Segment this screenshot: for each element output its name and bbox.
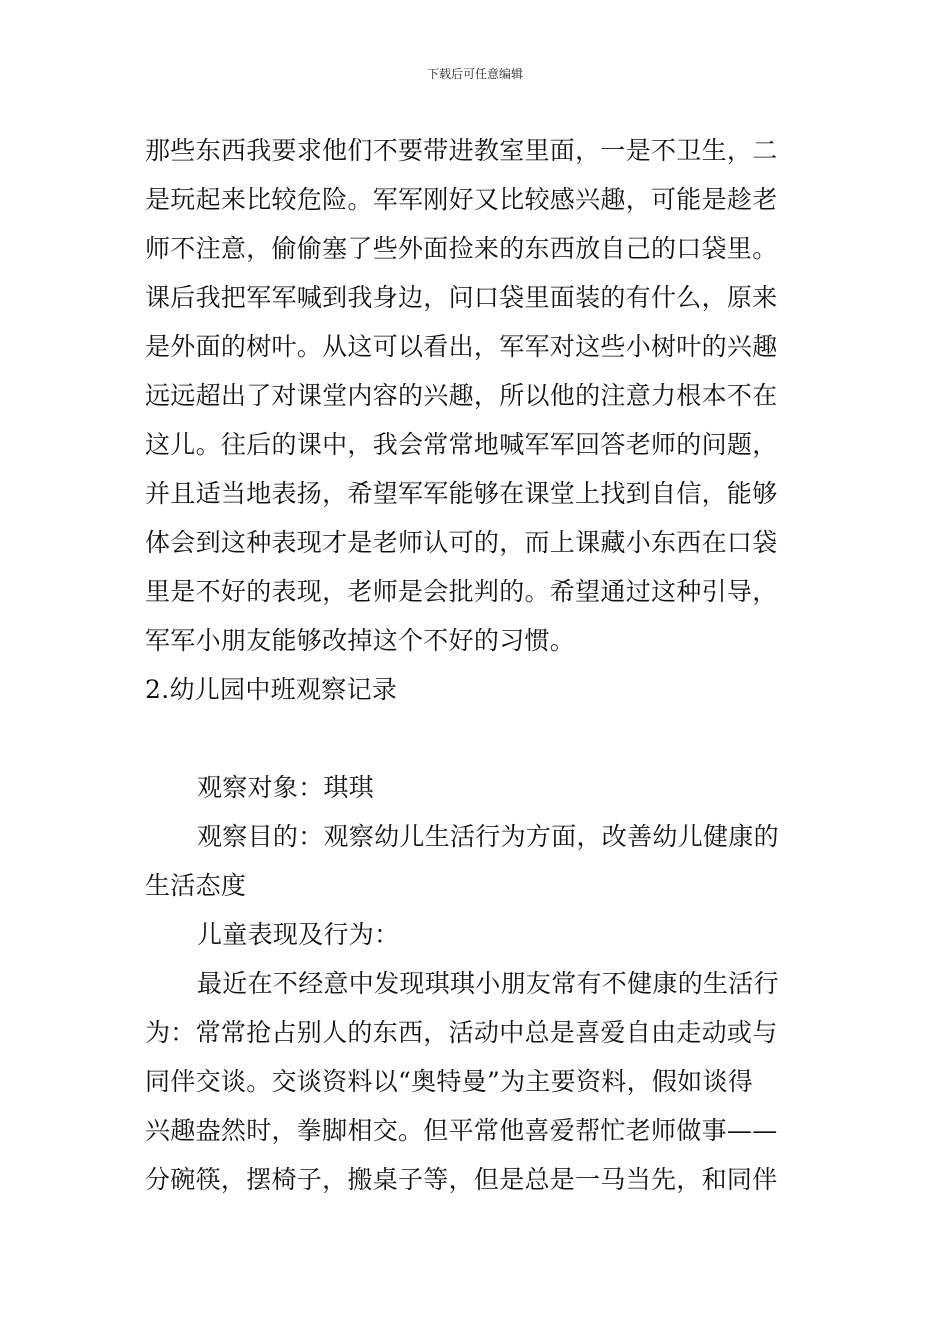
child-behavior-label: 儿童表现及行为：: [197, 920, 400, 949]
paragraph-line: 为：常常抢占别人的东西，活动中总是喜爱自由走动或与: [145, 1018, 778, 1047]
paragraph-line: 分碗筷，摆椅子，搬桌子等，但是总是一马当先，和同伴: [145, 1165, 778, 1194]
paragraph-line: 兴趣盎然时，拳脚相交。但平常他喜爱帮忙老师做事——: [145, 1116, 778, 1145]
paragraph-line: 体会到这种表现才是老师认可的，而上课藏小东西在口袋: [145, 528, 778, 557]
observation-purpose: 观察目的：观察幼儿生活行为方面，改善幼儿健康的: [197, 822, 779, 851]
observation-subject: 观察对象：琪琪: [197, 773, 375, 802]
paragraph-line: 远远超出了对课堂内容的兴趣，所以他的注意力根本不在: [145, 381, 778, 410]
paragraph-line: 师不注意，偷偷塞了些外面捡来的东西放自己的口袋里。: [145, 234, 778, 263]
paragraph-line: 同伴交谈。交谈资料以“奥特曼”为主要资料，假如谈得: [145, 1067, 754, 1096]
page-header: 下载后可任意编辑: [426, 67, 523, 81]
blank-line: [145, 714, 811, 763]
paragraph-line: 最近在不经意中发现琪琪小朋友常有不健康的生活行: [197, 969, 779, 998]
paragraph-line: 是玩起来比较危险。军军刚好又比较感兴趣，可能是趁老: [145, 185, 778, 214]
section-heading: 2.幼儿园中班观察记录: [145, 675, 398, 704]
paragraph-line: 这儿。往后的课中，我会常常地喊军军回答老师的问题，: [145, 430, 778, 459]
paragraph-line: 并且适当地表扬，希望军军能够在课堂上找到自信，能够: [145, 479, 778, 508]
paragraph-line: 是外面的树叶。从这可以看出，军军对这些小树叶的兴趣: [145, 332, 778, 361]
paragraph-line: 那些东西我要求他们不要带进教室里面，一是不卫生，二: [145, 136, 778, 165]
paragraph-line: 课后我把军军喊到我身边，问口袋里面装的有什么，原来: [145, 283, 778, 312]
paragraph-line: 生活态度: [145, 871, 247, 900]
paragraph-line: 里是不好的表现，老师是会批判的。希望通过这种引导，: [145, 577, 778, 606]
paragraph-line: 军军小朋友能够改掉这个不好的习惯。: [145, 626, 576, 655]
document-body: [145, 126, 811, 1204]
